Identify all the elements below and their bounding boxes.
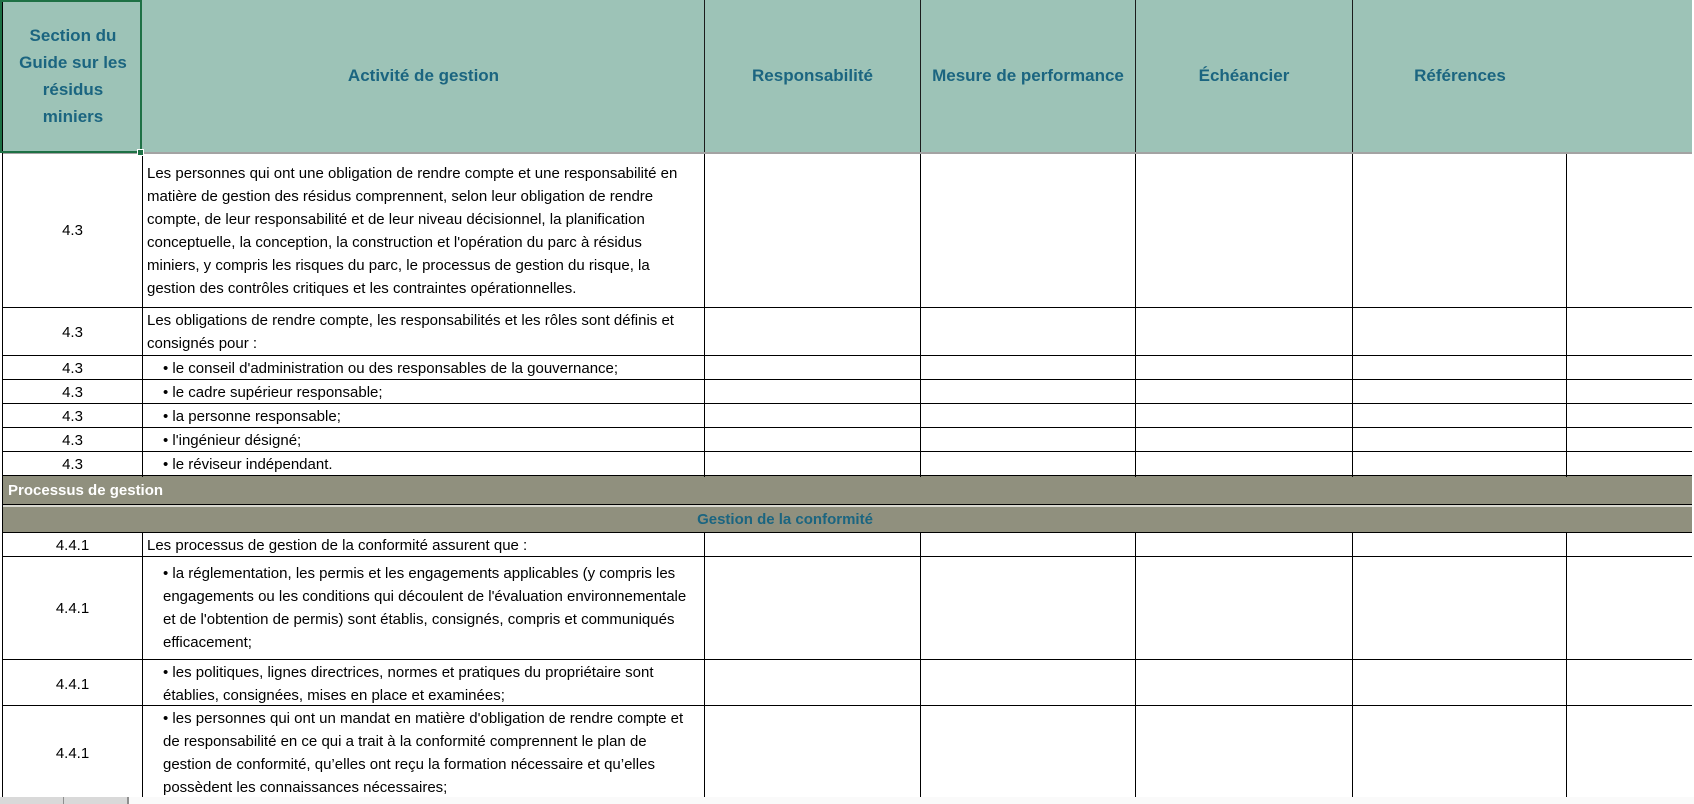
- extra-cell[interactable]: [1567, 154, 1693, 307]
- activity-cell[interactable]: Les personnes qui ont une obligation de rendre compte et une responsabilité en matière de gestion des résidus comprennent, selon leur obligation de rendre compte, de leur responsabilité et de leur niveau décisionnel, la planification conceptuelle, la conception, la construction et l'opération du parc à résidus miniers, y compris les risques du parc, le processus de gestion du risque, la gestion des contrôles critiques et les contraintes opérationnelles.: [147, 164, 678, 297]
- activity-cell[interactable]: • les politiques, lignes directrices, normes et pratiques du propriétaire sont établies, consignées, mises en place et examinées;: [163, 664, 654, 704]
- responsibility-cell[interactable]: [705, 356, 921, 381]
- extra-cell[interactable]: [1567, 660, 1693, 708]
- timeline-cell[interactable]: [1136, 660, 1353, 708]
- extra-cell[interactable]: [1567, 533, 1693, 558]
- extra-cell[interactable]: [1567, 557, 1693, 659]
- references-cell[interactable]: [1353, 533, 1567, 558]
- extra-cell[interactable]: [1567, 308, 1693, 356]
- performance-cell[interactable]: [921, 557, 1136, 659]
- table-row: [3, 308, 1692, 356]
- timeline-cell[interactable]: [1136, 452, 1353, 477]
- section-band-conformite[interactable]: [3, 505, 1692, 533]
- sheet-bottom-bar: [0, 797, 1694, 804]
- section-cell[interactable]: 4.4.1: [3, 706, 143, 800]
- responsibility-cell[interactable]: [705, 380, 921, 405]
- fill-handle[interactable]: [137, 149, 144, 156]
- performance-cell[interactable]: [921, 452, 1136, 477]
- references-cell[interactable]: [1353, 557, 1567, 659]
- section-cell[interactable]: 4.3: [3, 308, 143, 356]
- performance-cell[interactable]: [921, 404, 1136, 429]
- performance-cell[interactable]: [921, 533, 1136, 558]
- section-band-processus[interactable]: [3, 476, 1692, 505]
- performance-cell[interactable]: [921, 706, 1136, 800]
- timeline-cell[interactable]: [1136, 428, 1353, 453]
- header-extra[interactable]: [1567, 0, 1693, 152]
- sheet-tab-segment[interactable]: [0, 797, 64, 804]
- extra-cell[interactable]: [1567, 428, 1693, 453]
- responsibility-cell[interactable]: [705, 308, 921, 356]
- timeline-cell[interactable]: [1136, 533, 1353, 558]
- references-cell[interactable]: [1353, 356, 1567, 381]
- activity-cell[interactable]: • la personne responsable;: [163, 408, 341, 425]
- sheet-tab-segment[interactable]: [64, 797, 128, 804]
- references-cell[interactable]: [1353, 380, 1567, 405]
- performance-cell[interactable]: [921, 428, 1136, 453]
- horizontal-scrollbar[interactable]: [128, 797, 1694, 804]
- responsibility-cell[interactable]: [705, 154, 921, 307]
- extra-cell[interactable]: [1567, 356, 1693, 381]
- table-row: [3, 706, 1692, 798]
- activity-cell[interactable]: • la réglementation, les permis et les engagements applicables (y compris les engagements ou les conditions qui découlent de l'évaluation environnementale et de l'obtention de permis) sont établis, consignés, compris et communiqués efficacement;: [163, 565, 687, 651]
- timeline-cell[interactable]: [1136, 308, 1353, 356]
- table-row: [3, 428, 1692, 452]
- header-responsibility[interactable]: Responsabilité: [705, 0, 921, 152]
- references-cell[interactable]: [1353, 428, 1567, 453]
- header-references[interactable]: Références: [1414, 66, 1506, 86]
- table-header-row: [3, 0, 1692, 154]
- performance-cell[interactable]: [921, 380, 1136, 405]
- extra-cell[interactable]: [1567, 452, 1693, 477]
- performance-cell[interactable]: [921, 356, 1136, 381]
- activity-cell[interactable]: Les obligations de rendre compte, les responsabilités et les rôles sont définis et consignés pour :: [147, 312, 674, 352]
- references-cell[interactable]: [1353, 308, 1567, 356]
- references-cell[interactable]: [1353, 154, 1567, 307]
- responsibility-cell[interactable]: [705, 557, 921, 659]
- extra-cell[interactable]: [1567, 404, 1693, 429]
- table-row: [3, 356, 1692, 380]
- timeline-cell[interactable]: [1136, 356, 1353, 381]
- timeline-cell[interactable]: [1136, 706, 1353, 800]
- section-cell[interactable]: 4.3: [3, 428, 143, 453]
- section-cell[interactable]: 4.3: [3, 452, 143, 477]
- responsibility-cell[interactable]: [705, 533, 921, 558]
- extra-cell[interactable]: [1567, 706, 1693, 800]
- activity-cell[interactable]: • le conseil d'administration ou des responsables de la gouvernance;: [163, 360, 619, 377]
- responsibility-cell[interactable]: [705, 428, 921, 453]
- section-cell[interactable]: 4.3: [3, 380, 143, 405]
- section-cell[interactable]: 4.3: [3, 154, 143, 307]
- performance-cell[interactable]: [921, 154, 1136, 307]
- timeline-cell[interactable]: [1136, 404, 1353, 429]
- table-row: [3, 533, 1692, 557]
- timeline-cell[interactable]: [1136, 380, 1353, 405]
- header-performance[interactable]: Mesure de performance: [921, 0, 1136, 152]
- table-row: [3, 452, 1692, 476]
- table-row: [3, 404, 1692, 428]
- activity-cell[interactable]: Les processus de gestion de la conformité assurent que :: [147, 537, 528, 554]
- header-section[interactable]: Section du Guide sur les résidus miniers: [19, 25, 127, 127]
- header-timeline[interactable]: Échéancier: [1136, 0, 1353, 152]
- timeline-cell[interactable]: [1136, 154, 1353, 307]
- table-row: [3, 557, 1692, 660]
- activity-cell[interactable]: • le réviseur indépendant.: [163, 456, 333, 473]
- tailings-guide-table: [2, 0, 1692, 798]
- extra-cell[interactable]: [1567, 380, 1693, 405]
- timeline-cell[interactable]: [1136, 557, 1353, 659]
- section-cell[interactable]: 4.4.1: [3, 557, 143, 659]
- table-row: [3, 380, 1692, 404]
- section-cell[interactable]: 4.4.1: [3, 660, 143, 708]
- responsibility-cell[interactable]: [705, 404, 921, 429]
- section-cell[interactable]: 4.4.1: [3, 533, 143, 558]
- references-cell[interactable]: [1353, 404, 1567, 429]
- section-cell[interactable]: 4.3: [3, 404, 143, 429]
- references-cell[interactable]: [1353, 660, 1567, 708]
- section-cell[interactable]: 4.3: [3, 356, 143, 381]
- responsibility-cell[interactable]: [705, 660, 921, 708]
- references-cell[interactable]: [1353, 706, 1567, 800]
- references-cell[interactable]: [1353, 452, 1567, 477]
- table-row: [3, 154, 1692, 308]
- responsibility-cell[interactable]: [705, 706, 921, 800]
- header-activity[interactable]: Activité de gestion: [143, 0, 705, 152]
- band-label: Gestion de la conformité: [697, 511, 873, 528]
- performance-cell[interactable]: [921, 308, 1136, 356]
- activity-cell[interactable]: • les personnes qui ont un mandat en matière d'obligation de rendre compte et de responsabilité en ce qui a trait à la conformité comprennent le plan de gestion de conformité, qu’elles ont reçu la formation nécessaire et qu’elles possèdent les connaissances nécessaires;: [163, 710, 684, 796]
- activity-cell[interactable]: • l'ingénieur désigné;: [163, 432, 302, 449]
- responsibility-cell[interactable]: [705, 452, 921, 477]
- table-row: [3, 660, 1692, 706]
- band-label: Processus de gestion: [8, 481, 164, 499]
- activity-cell[interactable]: • le cadre supérieur responsable;: [163, 384, 383, 401]
- performance-cell[interactable]: [921, 660, 1136, 708]
